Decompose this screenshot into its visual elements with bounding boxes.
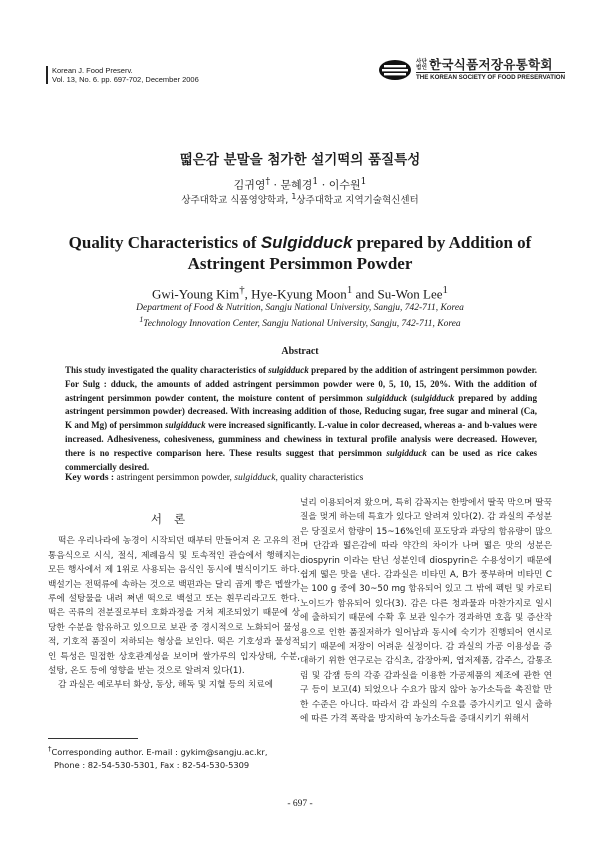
society-name-en: THE KOREAN SOCIETY OF FOOD PRESERVATION	[416, 74, 566, 81]
corresponding-author: Corresponding author. E-mail : gykim@sangju.ac.kr,	[51, 746, 268, 757]
paragraph: 감 과실은 예로부터 화상, 동상, 해독 및 지혈 등의 치료에	[58, 680, 274, 691]
society-name-kr: 한국식품저장유통학회	[429, 57, 553, 72]
society-header	[378, 58, 565, 81]
page-number: - 697 -	[287, 799, 313, 809]
society-prefix: 사단법인	[416, 59, 428, 71]
korean-authors: 김귀영† · 문혜경$^1$ · 이수원$^1$	[233, 176, 367, 192]
footnote: †Corresponding author. E-mail : gykim@sangju.ac.kr, Phone : 82-54-530-5301, Fax : 82-54-530-5309	[48, 745, 268, 770]
abstract-heading: Abstract	[281, 346, 319, 357]
english-title: Quality Characteristics of Sulgidduck prepared by Addition of Astringent Persimmon Powder	[68, 233, 532, 273]
body-column-right	[300, 496, 552, 727]
footnote-divider	[48, 738, 138, 739]
contact-phone-fax: Phone : 82-54-530-5301, Fax : 82-54-530-5309	[54, 759, 250, 770]
paragraph: 떡은 우리나라에 농경이 시작되던 때부터 만들어져 온 고유의 전통음식으로 시식, 절식, 제례음식 및 토속적인 관습에서 행해지는 모든 행사에서 제 1위로 사용되는 음식인 동시에 별식이기도 하다. 백설기는 전떡류에 속하는 것으로 백편과는 달리 곱게 빻은 멥쌀가루에 설탕물을 내려 쪄낸 떡으로 백설고 또는 흰무리라고도 한다. 떡은 곡류의 전분질로부터 호화과정을 거쳐 제조되었기 때문에 상당한 수분을 함유하고 있으므로 보관 중 경시적으로 노화되어 물성적, 기호적 품질이 저하되는 형상을 보인다. 떡은 기호성과 물성적인 특성은 밀접한 상호관계성을 보이며 쌀가루의 입자상태, 수분, 설탕, 온도 등에 영향을 받는 것으로 알려져 있다(1).	[48, 536, 300, 677]
english-authors: Gwi-Young Kim†, Hye-Kyung Moon$^1$ and Su-Won Lee$^1$	[152, 284, 448, 302]
abstract-text: This study investigated the quality characteristics of sulgidduck prepared by the addition of astringent persimmon powder. For Sulg : dduck, the amounts of added astringent persimmon powder were 0, 5, 10, 15, 20%. With the addition of astringent persimmon powder content, the moisture content of persimmon sulgidduck (sulgidduck prepared by adding astringent persimmon powder) decreased. With increasing addition of those, Reducing sugar, free sugar and mineral (Ca, K and Mg) of persimmon sulgidduck were increased significantly. L-value in color decreased, whereas a- and b-values were increased. Adhesiveness, cohesiveness, gumminess and chewiness in textural profile analysis were decreased. However, there is no respective comparison here. These results suggest that persimmon sulgidduck can be used as rice cakes commercially desired.	[65, 365, 538, 472]
korean-title: 떫은감 분말을 첨가한 설기떡의 품질특성	[179, 152, 421, 168]
paragraph: 널리 이용되어져 왔으며, 특히 감꼭지는 한방에서 딸꾹 막으며 딸꾹질을 멎게 하는데 특효가 있다고 알려져 있다(2). 감 과실의 주성분은 당질로서 함량이 15~16%인데 포도당과 과당의 함유량이 많으며 단감과 떫은감에 따라 약간의 차이가 나며 떫은 맛의 성분은 diospyrin 이라는 탄닌 성분인데 diospyrin은 수용성이기 때문에 쉽게 떫은 맛을 낸다. 감과실은 비타민 A, B가 풍부하며 비타민 C는 100 g 중에 30~50 mg 함유되어 있고 그 밖에 펙틴 및 카로티노이드가 함유되어 있다(3). 감은 다른 청과물과 마찬가지로 일시에 출하되기 때문에 수확 후 보관 일수가 경과하면 호흡 및 증산작용으로 인한 품질저하가 일어남과 동시에 숙기가 진행되어 연시로 되기 때문에 저장이 어려운 실정이다. 감 과실의 가공 이용성을 증대하기 위한 연구로는 감식초, 감장아찌, 엽저제품, 감주스, 감통조림 및 감잼 등의 각종 감과실을 이용한 가공제품의 제조에 관한 연구 등이 보고(4) 되었으나 수요가 많지 않아 농가소득을 촉진할 만한 수준은 아니다. 따라서 감 과실의 수요를 증가시키고 일시 출하에 따른 가격 폭락을 방지하여 농가소득을 증대시키기 위해서	[300, 498, 552, 725]
body-column-left	[48, 512, 300, 693]
korean-affiliation: 상주대학교 식품영양학과, $^1$상주대학교 지역기술혁신센터	[181, 192, 419, 207]
journal-volume: Vol. 13, No. 6. pp. 697-702, December 2006	[52, 75, 199, 84]
section-heading-introduction: 서론	[150, 512, 198, 526]
english-affiliation: Department of Food & Nutrition, Sangju National University, Sangju, 742-711, Korea $^1$Technology Innovation Center, Sangju National University, Sangju, 742-711, Korea	[136, 303, 464, 330]
keywords: Key words : astringent persimmon powder, sulgidduck, quality characteristics	[65, 473, 364, 483]
society-logo-icon	[378, 59, 412, 81]
journal-name: Korean J. Food Preserv.	[52, 66, 133, 75]
journal-info	[46, 66, 199, 84]
